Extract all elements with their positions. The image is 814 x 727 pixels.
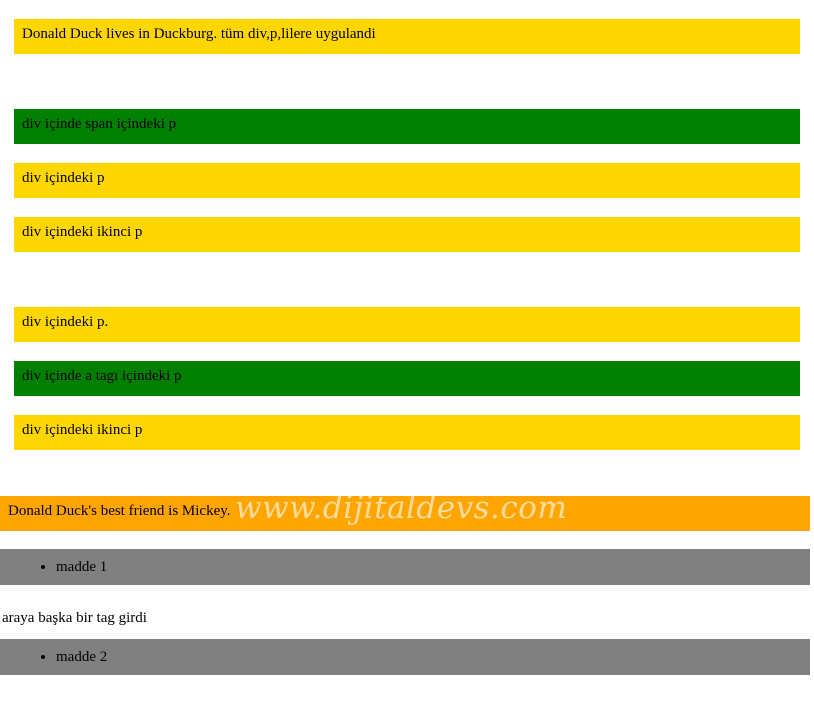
div-paragraph-two-text: div içindeki ikinci p (22, 224, 143, 240)
second-group-paragraph-one-text: div içindeki p. (22, 314, 109, 330)
intro-paragraph (14, 19, 800, 54)
anchor-nested-paragraph[interactable] (14, 361, 800, 396)
span-nested-paragraph (14, 109, 800, 144)
list-item-two (0, 639, 810, 675)
intro-paragraph-text: Donald Duck lives in Duckburg. tüm div,p,lilere uygulandi (22, 26, 376, 42)
second-group-paragraph-one (14, 307, 800, 342)
list-one (8, 555, 802, 579)
watermark-text: www.dijitaldevs.com (235, 490, 568, 526)
list-item: • madde 2 (56, 645, 802, 669)
friend-paragraph-text: Donald Duck's best friend is Mickey. (8, 503, 231, 519)
second-group-paragraph-two (14, 415, 800, 450)
div-paragraph-one-text: div içindeki p (22, 170, 105, 186)
div-paragraph-two (14, 217, 800, 252)
list-item-one (0, 549, 810, 585)
between-lists-paragraph (0, 603, 810, 625)
between-lists-paragraph-text: araya başka bir tag girdi (2, 610, 147, 626)
anchor-nested-paragraph-text[interactable]: div içinde a tagı içindeki p (22, 368, 182, 384)
friend-paragraph (0, 496, 810, 531)
second-group-paragraph-two-text: div içindeki ikinci p (22, 422, 143, 438)
span-nested-paragraph-text: div içinde span içindeki p (22, 116, 177, 132)
list-two (8, 645, 802, 669)
list-item: • madde 1 (56, 555, 802, 579)
div-paragraph-one (14, 163, 800, 198)
